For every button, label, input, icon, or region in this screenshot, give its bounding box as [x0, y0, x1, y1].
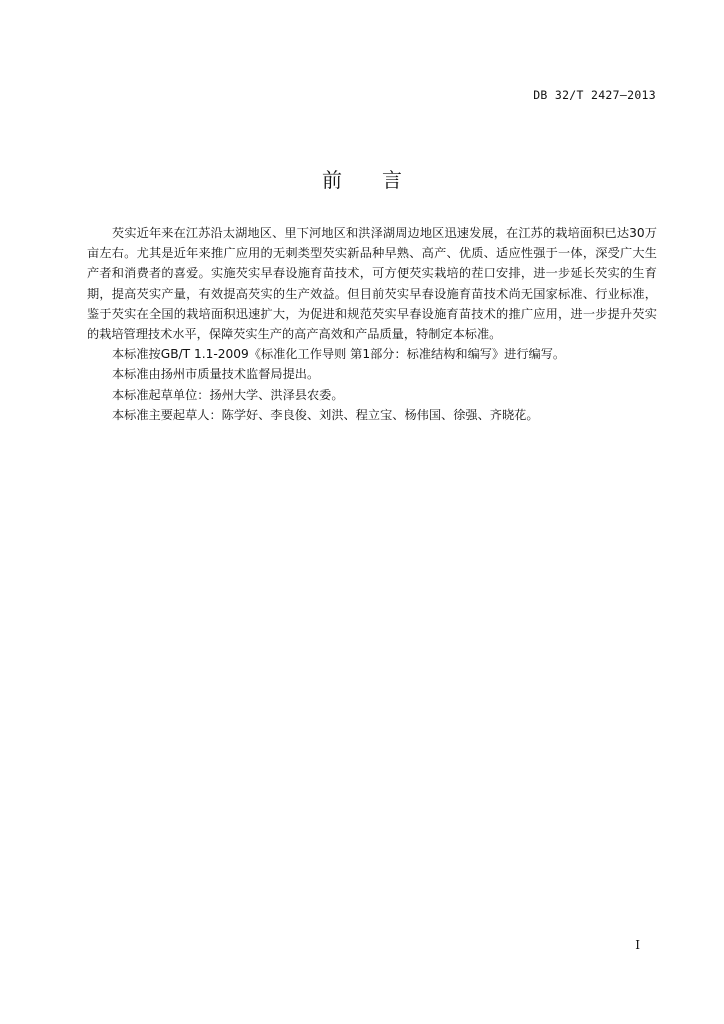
title-char-2: 言: [382, 168, 402, 192]
standard-code: DB 32/T 2427—2013: [533, 88, 656, 102]
paragraph-drafting-rules: 本标准按GB/T 1.1-2009《标准化工作导则 第1部分：标准结构和编写》进行编写。: [112, 347, 566, 362]
paragraph-drafters: 本标准主要起草人：陈学好、李良俊、刘洪、程立宝、杨伟国、徐强、齐晓花。: [112, 407, 539, 422]
paragraph-drafting-units: 本标准起草单位：扬州大学、洪泽县农委。: [112, 387, 344, 402]
paragraph-proposer: 本标准由扬州市质量技术监督局提出。: [112, 367, 320, 382]
page-number: I: [635, 938, 640, 952]
foreword-body: [87, 223, 657, 425]
page-title: [0, 164, 724, 193]
paragraph-intro: 芡实近年来在江苏沿太湖地区、里下河地区和洪泽湖周边地区迅速发展，在江苏的栽培面积已达30万亩左右。尤其是近年来推广应用的无刺类型芡实新品种早熟、高产、优质、适应性强于一体，深受广大生产者和消费者的喜爱。实施芡实早春设施育苗技术，可方便芡实栽培的茬口安排，进一步延长芡实的生育期，提高芡实产量，有效提高芡实的生产效益。但目前芡实早春设施育苗技术尚无国家标准、行业标准，鉴于芡实在全国的栽培面积迅速扩大，为促进和规范芡实早春设施育苗技术的推广应用，进一步提升芡实的栽培管理技术水平，保障芡实生产的高产高效和产品质量，特制定本标准。: [87, 226, 657, 342]
title-char-1: 前: [322, 168, 342, 192]
